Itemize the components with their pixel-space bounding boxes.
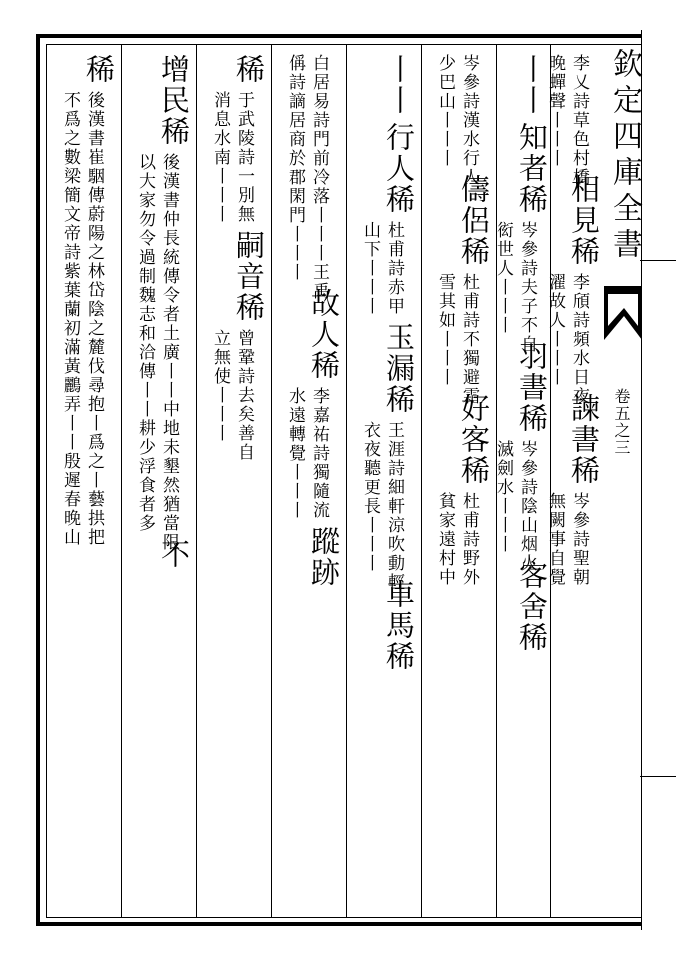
annotation-line: 晚蟬聲丨丨丨 <box>545 54 565 168</box>
headword: 車馬稀 <box>382 579 416 672</box>
annotation-line: 杜甫詩赤甲 <box>384 221 404 316</box>
headword: 稀 <box>82 54 116 85</box>
annotation-line: 雪其如丨丨丨 <box>435 273 455 387</box>
annotation-line: 滅劍水丨丨丨 <box>493 440 513 554</box>
headword: 儔侶稀 <box>457 174 491 267</box>
chapter-folio: 卷五之三 <box>612 388 631 456</box>
headword: 行人稀 <box>382 122 416 215</box>
annotation-line: 曾鞏詩去矣善自 <box>234 329 254 462</box>
headword: 增民稀 <box>157 54 191 147</box>
margin-tick <box>640 260 676 261</box>
column-rule <box>271 44 272 918</box>
annotation-line: 無闕事自覺 <box>545 492 565 587</box>
headword: 玉漏稀 <box>382 322 416 415</box>
headword: 客舍稀 <box>515 560 549 653</box>
annotation-line: 白居易詩門前冷落丨丨丨王禹 <box>309 54 329 301</box>
annotation-line: 貧家遠村中 <box>435 492 455 587</box>
annotation-line: 少巴山丨丨丨 <box>435 54 455 168</box>
annotation-line: 山下丨丨丨 <box>360 221 380 316</box>
headword: 羽書稀 <box>515 341 549 434</box>
margin-tick <box>640 776 676 777</box>
headword: 不 <box>157 539 191 570</box>
column-rule <box>346 44 347 918</box>
column-rule <box>421 44 422 918</box>
annotation-line: 岑參詩漢水行人 <box>459 54 479 187</box>
annotation-line: 王涯詩細軒涼吹動輕 <box>384 421 404 592</box>
annotation-line: 以大家勿令過制魏志和洽傳丨丨耕少浮食者多 <box>135 153 155 533</box>
headword: 嗣音稀 <box>232 230 266 323</box>
annotation-line: 于武陵詩一別無 <box>234 91 254 224</box>
column-rule <box>550 44 551 918</box>
headword: 故人稀 <box>307 288 341 381</box>
headword: 諫書稀 <box>567 393 601 486</box>
annotation-line: 水遠轉覺丨丨丨 <box>285 387 305 520</box>
annotation-line: 濯故人丨丨丨 <box>545 273 565 387</box>
annotation-line: 岑參詩聖朝 <box>569 492 589 587</box>
book-title-header: 欽定四庫全書 <box>607 48 642 264</box>
annotation-line: 消息水南丨丨丨 <box>210 91 230 224</box>
annotation-line: 杜甫詩野外 <box>459 492 479 587</box>
headword: 稀 <box>232 54 266 85</box>
headword: 好客稀 <box>457 393 491 486</box>
annotation-line: 不爲之數梁簡文帝詩紫葉蘭初滿黃鸝弄丨丨殷遲春晚山 <box>60 91 80 547</box>
annotation-line: 杜甫詩不獨避霜 <box>459 273 479 406</box>
headword: 丨丨 <box>515 54 549 116</box>
annotation-line: 岑參詩夫子不自 <box>517 221 537 354</box>
headword: 知者稀 <box>515 122 549 215</box>
page-edge-line <box>641 30 642 930</box>
headword: 丨丨 <box>382 54 416 116</box>
annotation-line: 岑參詩陰山烟火 <box>517 440 537 573</box>
headword: 相見稀 <box>567 174 601 267</box>
annotation-line: 偁詩謫居商於郡閑門丨丨丨 <box>285 54 305 282</box>
column-rule <box>196 44 197 918</box>
headword: 蹤跡 <box>307 526 341 588</box>
annotation-line: 後漢書崔駰傳蔚陽之林岱陰之麓伐尋抱丨爲之丨藝拱把 <box>84 91 104 547</box>
annotation-line: 李乂詩草色村橋 <box>569 54 589 187</box>
annotation-line: 立無使丨丨丨 <box>210 329 230 443</box>
fishtail-mark <box>604 286 642 340</box>
annotation-line: 後漢書仲長統傳令者土廣丨丨中地未墾然猶當限 <box>159 153 179 552</box>
annotation-line: 李頎詩頻水日夜 <box>569 273 589 406</box>
annotation-line: 衣夜聽更長丨丨丨 <box>360 421 380 573</box>
column-rule <box>121 44 122 918</box>
annotation-line: 李嘉祐詩獨隨流 <box>309 387 329 520</box>
annotation-line: 衒世人丨丨丨 <box>493 221 513 335</box>
